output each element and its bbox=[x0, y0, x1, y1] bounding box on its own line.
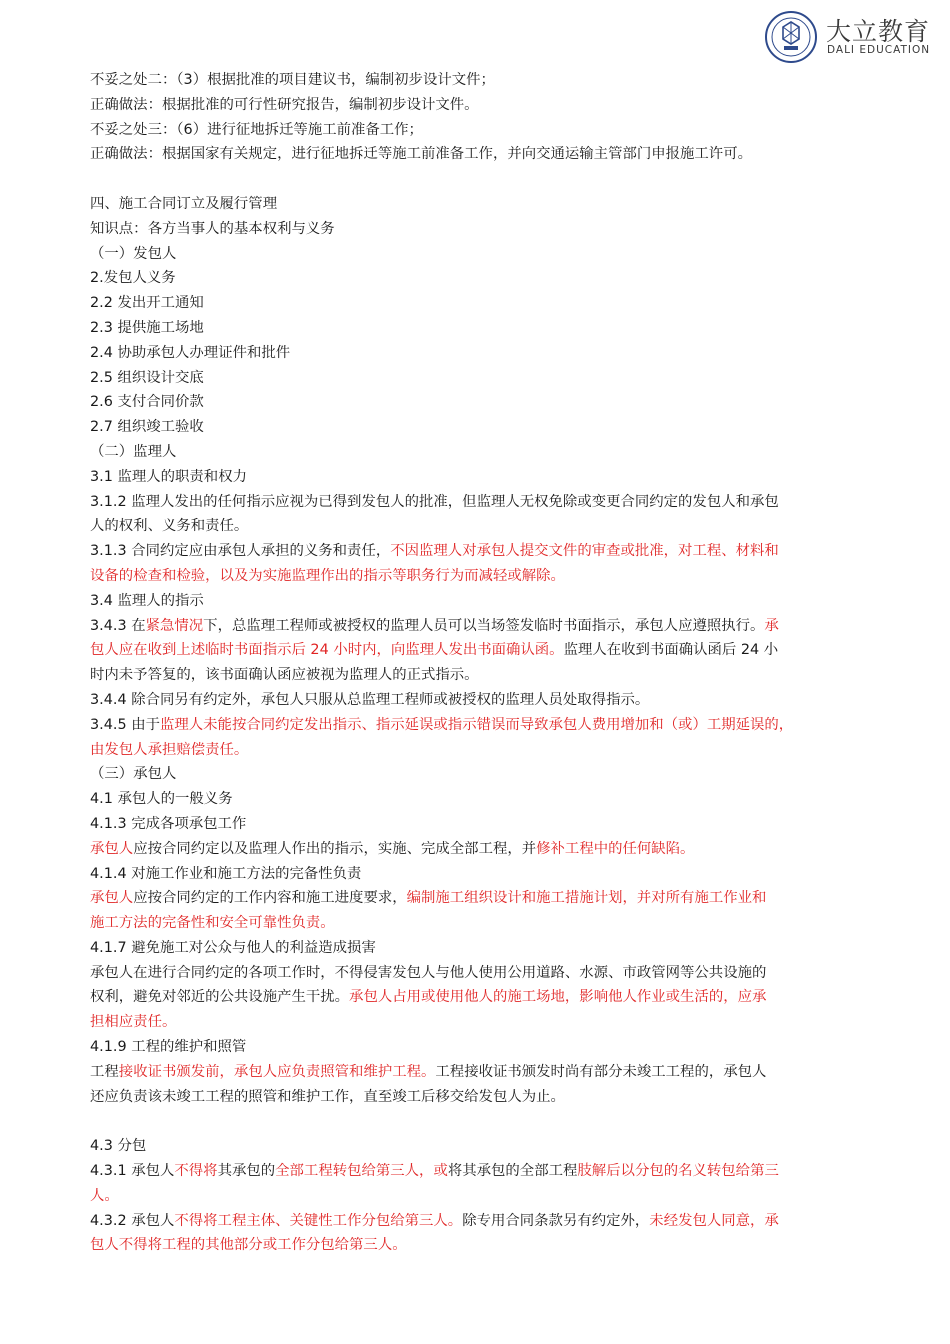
logo-name-en: DALI EDUCATION bbox=[827, 44, 931, 56]
body-text: 3.4.5 由于 bbox=[90, 716, 160, 733]
body-text: 除专用合同条款另有约定外， bbox=[462, 1212, 650, 1229]
text-line bbox=[90, 886, 885, 911]
brand-logo bbox=[764, 8, 944, 64]
body-text: 3.1.2 监理人发出的任何指示应视为已得到发包人的批准，但监理人无权免除或变更合同约定的发包人和承包 bbox=[90, 493, 779, 510]
body-text: 将其承包的全部工程 bbox=[447, 1163, 578, 1180]
text-line bbox=[90, 812, 885, 837]
text-line bbox=[90, 738, 885, 763]
text-line bbox=[90, 514, 885, 539]
emphasis-text: 不因监理人对承包人提交文件的审查或批准，对工程、材料和 bbox=[390, 543, 779, 560]
body-text: 2.4 协助承包人办理证件和批件 bbox=[90, 344, 291, 361]
emphasis-text: 包人不得将工程的其他部分或工作分包给第三人。 bbox=[90, 1237, 407, 1254]
text-line bbox=[90, 713, 885, 738]
emphasis-text: 承 bbox=[764, 617, 779, 634]
text-line bbox=[90, 837, 885, 862]
text-line bbox=[90, 1233, 885, 1258]
body-text: 2.5 组织设计交底 bbox=[90, 369, 204, 386]
body-text: （三）承包人 bbox=[90, 766, 177, 783]
text-line bbox=[90, 341, 885, 366]
text-line bbox=[90, 1134, 885, 1159]
text-line bbox=[90, 564, 885, 589]
body-text: 应按合同约定以及监理人作出的指示，实施、完成全部工程，并 bbox=[133, 840, 537, 857]
emphasis-text: 不得将工程主体、关键性工作分包给第三人。 bbox=[174, 1212, 463, 1229]
body-text: 四、施工合同订立及履行管理 bbox=[90, 195, 278, 212]
body-text: 4.1.9 工程的维护和照管 bbox=[90, 1039, 247, 1056]
body-text: 3.4.3 在 bbox=[90, 617, 146, 634]
text-line bbox=[90, 1209, 885, 1234]
body-text: 3.4.4 除合同另有约定外，承包人只服从总监理工程师或被授权的监理人员处取得指示。 bbox=[90, 691, 650, 708]
text-line bbox=[90, 415, 885, 440]
text-line bbox=[90, 440, 885, 465]
text-line bbox=[90, 638, 885, 663]
body-text: 知识点：各方当事人的基本权利与义务 bbox=[90, 220, 335, 237]
emphasis-text: 紧急情况 bbox=[145, 617, 204, 634]
text-line bbox=[90, 1159, 885, 1184]
body-text: 时内未予答复的，该书面确认函应被视为监理人的正式指示。 bbox=[90, 667, 479, 684]
body-text: 4.1.4 对施工作业和施工方法的完备性负责 bbox=[90, 865, 362, 882]
text-line bbox=[90, 266, 885, 291]
emphasis-text: 承包人 bbox=[90, 890, 134, 907]
body-text: 监理人在收到书面确认函后 24 小 bbox=[563, 642, 779, 659]
body-text: 4.3.1 承包人 bbox=[90, 1163, 175, 1180]
emphasis-text: 人。 bbox=[90, 1187, 119, 1204]
body-text: 应按合同约定的工作内容和施工进度要求， bbox=[133, 890, 407, 907]
body-text: 4.3.2 承包人 bbox=[90, 1212, 175, 1229]
text-line bbox=[90, 366, 885, 391]
text-line bbox=[90, 93, 885, 118]
emphasis-text: 设备的检查和检验，以及为实施监理作出的指示等职务行为而减轻或解除。 bbox=[90, 567, 565, 584]
body-text: 人的权利、义务和责任。 bbox=[90, 518, 249, 535]
text-line bbox=[90, 985, 885, 1010]
blank-line bbox=[90, 167, 885, 192]
text-line bbox=[90, 291, 885, 316]
body-text: 正确做法：根据国家有关规定，进行征地拆迁等施工前准备工作，并向交通运输主管部门申报施工许可。 bbox=[90, 146, 752, 163]
body-text: 2.2 发出开工通知 bbox=[90, 295, 204, 312]
text-line bbox=[90, 316, 885, 341]
body-text: 还应负责该未竣工工程的照管和维护工作，直至竣工后移交给发包人为止。 bbox=[90, 1088, 565, 1105]
text-line bbox=[90, 762, 885, 787]
text-line bbox=[90, 242, 885, 267]
text-line bbox=[90, 589, 885, 614]
body-text: 工程 bbox=[90, 1063, 119, 1080]
text-line bbox=[90, 1085, 885, 1110]
text-line bbox=[90, 118, 885, 143]
emphasis-text: 承包人占用或使用他人的施工场地，影响他人作业或生活的，应承 bbox=[349, 989, 767, 1006]
body-text: 4.1 承包人的一般义务 bbox=[90, 791, 233, 808]
emphasis-text: 修补工程中的任何缺陷。 bbox=[536, 840, 695, 857]
body-text: 2.3 提供施工场地 bbox=[90, 319, 204, 336]
emphasis-text: 包人应在收到上述临时书面指示后 24 小时内，向监理人发出书面确认函。 bbox=[90, 642, 564, 659]
emphasis-text: 施工方法的完备性和安全可靠性负责。 bbox=[90, 915, 335, 932]
body-text: 正确做法：根据批准的可行性研究报告，编制初步设计文件。 bbox=[90, 96, 479, 113]
text-line bbox=[90, 539, 885, 564]
text-line bbox=[90, 465, 885, 490]
body-text: （二）监理人 bbox=[90, 443, 177, 460]
body-text: 4.1.3 完成各项承包工作 bbox=[90, 815, 247, 832]
body-text: 4.1.7 避免施工对公众与他人的利益造成损害 bbox=[90, 939, 376, 956]
body-text: 其承包的 bbox=[217, 1163, 276, 1180]
emphasis-text: 全部工程转包给第三人，或 bbox=[275, 1163, 448, 1180]
text-line bbox=[90, 936, 885, 961]
text-line bbox=[90, 961, 885, 986]
emphasis-text: 由发包人承担赔偿责任。 bbox=[90, 741, 249, 758]
body-text: 承包人在进行合同约定的各项工作时，不得侵害发包人与他人使用公用道路、水源、市政管网等公共设施的 bbox=[90, 964, 767, 981]
emphasis-text: 未经发包人同意，承 bbox=[649, 1212, 779, 1229]
text-line bbox=[90, 217, 885, 242]
emphasis-text: 肢解后以分包的名义转包给第三 bbox=[577, 1163, 779, 1180]
body-text: 3.1.3 合同约定应由承包人承担的义务和责任， bbox=[90, 543, 391, 560]
body-text: 不妥之处二：（3）根据批准的项目建议书，编制初步设计文件； bbox=[90, 72, 495, 88]
logo-name-cn: 大立教育 bbox=[826, 17, 931, 46]
text-line bbox=[90, 911, 885, 936]
body-text: 权利，避免对邻近的公共设施产生干扰。 bbox=[90, 989, 350, 1006]
text-line bbox=[90, 68, 885, 93]
text-line bbox=[90, 1060, 885, 1085]
body-text: 2.7 组织竣工验收 bbox=[90, 419, 204, 436]
text-line bbox=[90, 688, 885, 713]
text-line bbox=[90, 1010, 885, 1035]
seal-icon bbox=[764, 10, 818, 64]
text-line bbox=[90, 192, 885, 217]
text-line bbox=[90, 614, 885, 639]
body-text: 3.1 监理人的职责和权力 bbox=[90, 468, 247, 485]
text-line bbox=[90, 663, 885, 688]
body-text: 2.6 支付合同价款 bbox=[90, 394, 204, 411]
body-text: 4.3 分包 bbox=[90, 1138, 147, 1155]
body-text: （一）发包人 bbox=[90, 245, 177, 262]
text-line bbox=[90, 1035, 885, 1060]
emphasis-text: 承包人 bbox=[90, 840, 134, 857]
text-line bbox=[90, 390, 885, 415]
body-text: 工程接收证书颁发时尚有部分未竣工工程的，承包人 bbox=[435, 1063, 767, 1080]
emphasis-text: 监理人未能按合同约定发出指示、指示延误或指示错误而导致承包人费用增加和（或）工期延误的， bbox=[159, 716, 794, 733]
emphasis-text: 编制施工组织设计和施工措施计划，并对所有施工作业和 bbox=[406, 890, 767, 907]
text-line bbox=[90, 142, 885, 167]
text-line bbox=[90, 787, 885, 812]
emphasis-text: 担相应责任。 bbox=[90, 1014, 177, 1031]
body-text: 3.4 监理人的指示 bbox=[90, 592, 204, 609]
text-line bbox=[90, 1184, 885, 1209]
text-line bbox=[90, 862, 885, 887]
body-text: 2.发包人义务 bbox=[90, 270, 176, 287]
text-line bbox=[90, 490, 885, 515]
emphasis-text: 接收证书颁发前，承包人应负责照管和维护工程。 bbox=[118, 1063, 436, 1080]
blank-line bbox=[90, 1109, 885, 1134]
body-text: 不妥之处三：（6）进行征地拆迁等施工前准备工作； bbox=[90, 121, 423, 138]
emphasis-text: 不得将 bbox=[174, 1163, 218, 1180]
body-text: 下，总监理工程师或被授权的监理人员可以当场签发临时书面指示，承包人应遵照执行。 bbox=[203, 617, 765, 634]
document-body bbox=[90, 68, 885, 1258]
